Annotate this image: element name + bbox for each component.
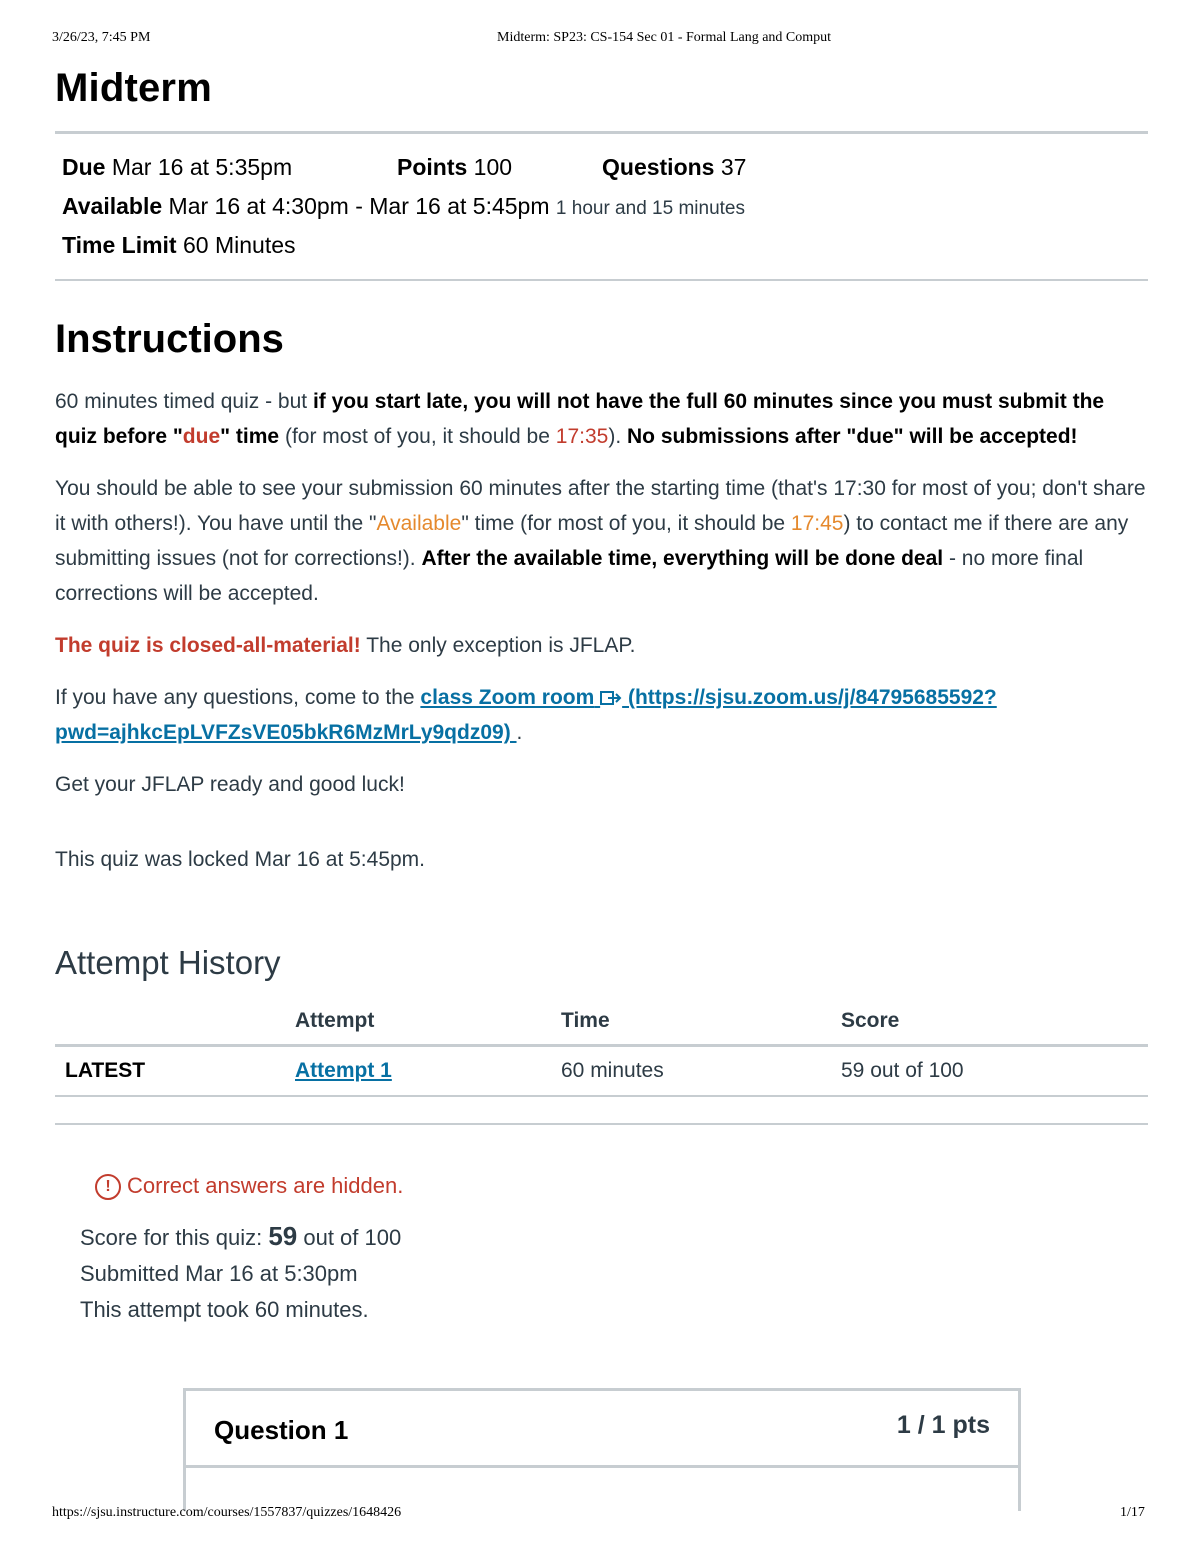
time-cell: 60 minutes [560, 1046, 840, 1097]
print-title: Midterm: SP23: CS-154 Sec 01 - Formal Lang and Comput [497, 30, 832, 45]
available-highlight: Available [376, 512, 462, 535]
points-value: 100 [473, 154, 513, 180]
submitted-line: Submitted Mar 16 at 5:30pm [80, 1261, 358, 1287]
page-title: Midterm [55, 66, 212, 110]
text: " time (for most of you, it should be [461, 512, 791, 535]
attempt-history-table [55, 998, 1148, 1097]
text: - no more final corrections will be accepted. [55, 547, 1084, 605]
quiz-meta [55, 134, 1148, 279]
locked-notice: This quiz was locked Mar 16 at 5:45pm. [55, 848, 426, 871]
questions-info [602, 148, 746, 187]
quiz-summary [55, 1200, 1148, 1328]
score-cell: 59 out of 100 [840, 1046, 1148, 1097]
questions-label: Questions [602, 154, 715, 180]
print-datetime: 3/26/23, 7:45 PM [52, 30, 151, 45]
question-title: Question 1 [214, 1415, 349, 1445]
attempt-cell [294, 1046, 560, 1097]
link-text: class Zoom room [420, 686, 595, 709]
question-points: 1 / 1 pts [896, 1411, 990, 1439]
bold-text: No submissions after "due" will be accepted! [627, 425, 1078, 448]
due-info [62, 148, 397, 187]
warning-text: Correct answers are hidden. [127, 1173, 404, 1198]
meta-row-2 [62, 187, 1148, 226]
instructions-heading: Instructions [55, 317, 284, 361]
meta-row-1 [62, 148, 1148, 187]
meta-row-3 [62, 226, 1148, 265]
column-header: Attempt [294, 998, 560, 1046]
divider [55, 279, 1148, 281]
text: 60 minutes timed quiz - but [55, 390, 313, 413]
time-limit-label: Time Limit [62, 232, 177, 258]
text: The only exception is JFLAP. [360, 634, 636, 657]
instructions-paragraph-5: Get your JFLAP ready and good luck! [55, 773, 405, 796]
column-header: Time [560, 998, 840, 1046]
score-line [80, 1218, 1148, 1256]
bold-text: After the available time, everything will be done deal [421, 547, 944, 570]
question-header [186, 1391, 1018, 1468]
attempt-link[interactable]: Attempt 1 [295, 1059, 392, 1082]
warning [95, 1173, 403, 1198]
due-value: Mar 16 at 5:35pm [111, 154, 293, 180]
attempt-history-heading: Attempt History [55, 944, 281, 981]
questions-value: 37 [720, 154, 747, 180]
text: out of 100 [297, 1225, 402, 1251]
score-value: 59 [268, 1221, 298, 1252]
available-time-highlight: 17:45 [790, 512, 844, 535]
points-info [397, 148, 602, 187]
quiz-main [55, 60, 1148, 1328]
text: ) to contact me if there are any submitting issues (not for corrections!). [55, 512, 1129, 570]
closed-material-warning: The quiz is closed-all-material! [55, 634, 361, 657]
table-header-row [55, 998, 1148, 1046]
link-url: (https://sjsu.zoom.us/j/84795685592?pwd=ajhkcEpLVFZsVE05bkR6MzMrLy9qdz09) [55, 686, 997, 744]
answers-hidden-notice [55, 1125, 1148, 1200]
print-url: https://sjsu.instructure.com/courses/1557837/quizzes/1648426 [52, 1505, 402, 1520]
question-card [183, 1388, 1021, 1511]
print-page-number: 1/17 [1120, 1505, 1145, 1520]
available-label: Available [62, 193, 163, 219]
instructions-paragraph-4 [55, 680, 1148, 750]
latest-label: LATEST [55, 1046, 294, 1097]
text: If you have any questions, come to the [55, 686, 421, 709]
due-label: Due [62, 154, 106, 180]
text: (for most of you, it should be [279, 425, 556, 448]
external-link-icon [600, 691, 622, 705]
points-label: Points [397, 154, 468, 180]
text: if you start late, you will not have the full 60 minutes since you must submit the quiz before " [55, 390, 1105, 448]
text: ). [608, 425, 627, 448]
column-header [55, 998, 294, 1046]
text: Score for this quiz: [80, 1225, 269, 1251]
due-time-highlight: 17:35 [555, 425, 609, 448]
duration-line: This attempt took 60 minutes. [80, 1297, 369, 1323]
instructions-paragraph-2 [55, 471, 1148, 611]
column-header: Score [840, 998, 1148, 1046]
warning-icon: ! [95, 1174, 121, 1200]
due-highlight: due [182, 425, 221, 448]
instructions-paragraph-1 [55, 384, 1148, 454]
table-row [55, 1046, 1148, 1097]
text: . [516, 721, 523, 744]
available-duration: 1 hour and 15 minutes [555, 198, 745, 219]
text: " time [220, 425, 280, 448]
available-value: Mar 16 at 4:30pm - Mar 16 at 5:45pm [168, 193, 550, 219]
instructions-paragraph-3 [55, 628, 1148, 663]
time-limit-value: 60 Minutes [183, 232, 296, 258]
text: You should be able to see your submission 60 minutes after the starting time (that's 17:30 for most of you; don't share it with others!). You have until the " [55, 477, 1146, 535]
